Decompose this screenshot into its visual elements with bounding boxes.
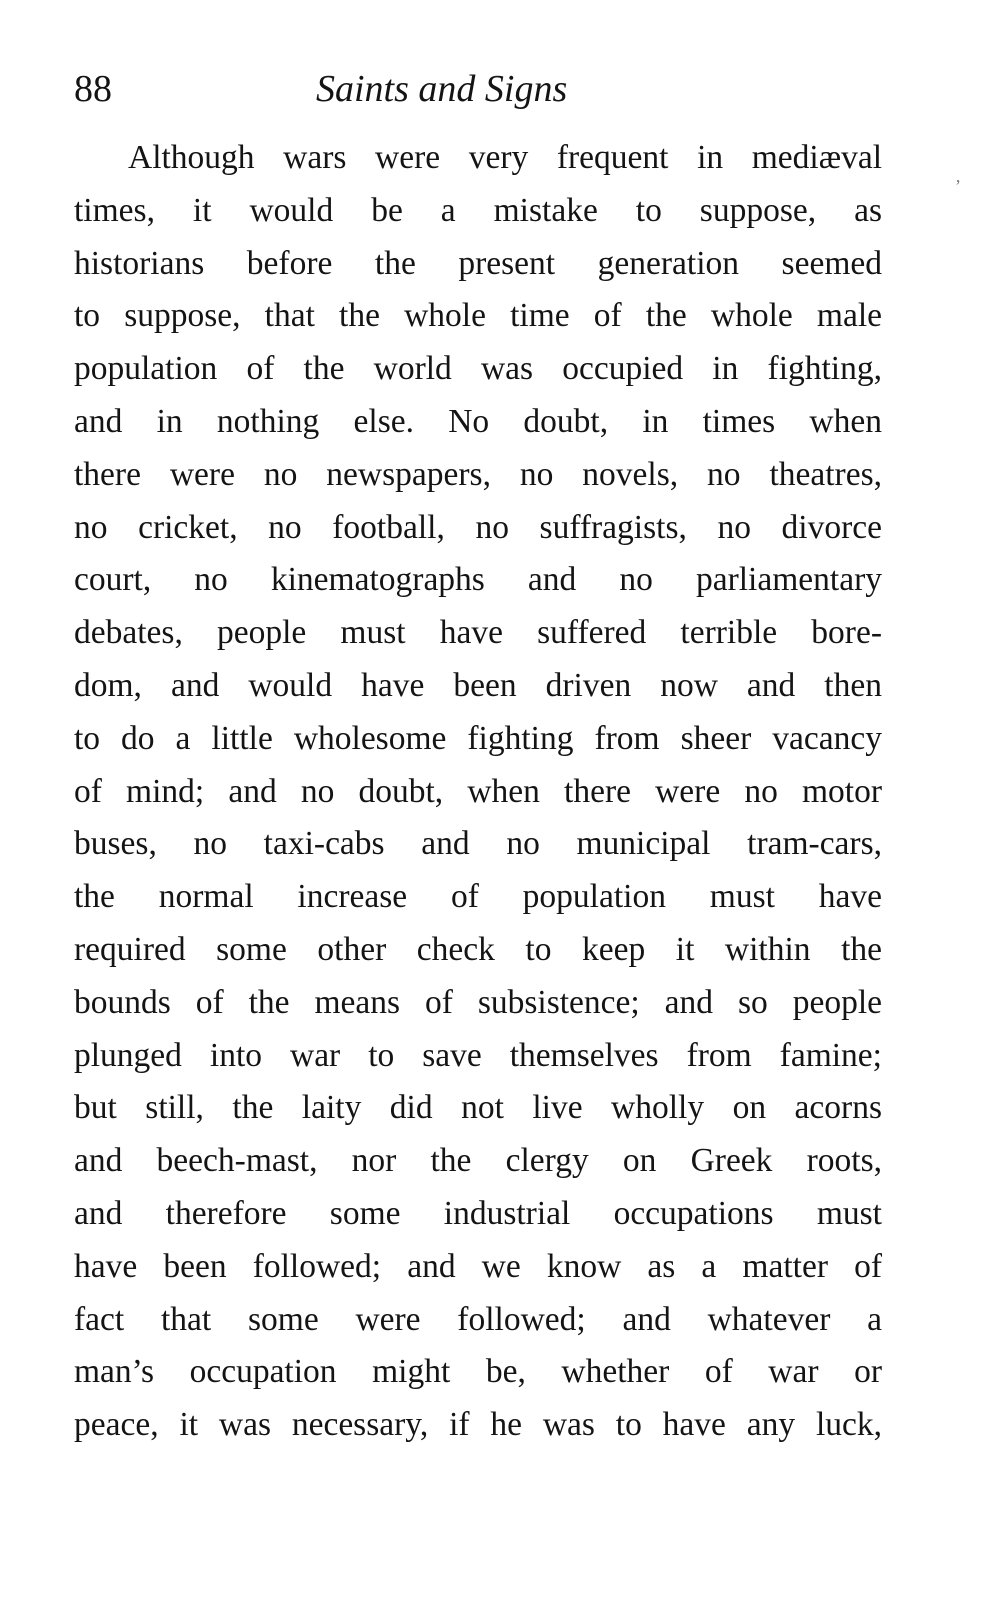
running-title: Saints and Signs [316, 68, 568, 110]
text-line: but still, the laity did not live wholly on acorns [74, 1089, 882, 1127]
margin-mark: ’ [955, 176, 961, 196]
text-line: dom, and would have been driven now and then [74, 666, 882, 704]
text-line: and therefore some industrial occupations must [74, 1194, 882, 1232]
text-line: of mind; and no doubt, when there were no motor [74, 772, 882, 810]
text-line: man’s occupation might be, whether of war or [74, 1353, 882, 1391]
text-line: required some other check to keep it within the [74, 930, 882, 968]
text-line: Although wars were very frequent in mediæval [128, 139, 882, 176]
text-line: court, no kinematographs and no parliamentary [74, 561, 882, 599]
text-line: debates, people must have suffered terrible bore- [74, 614, 882, 652]
text-line: times, it would be a mistake to suppose, as [74, 191, 882, 229]
page-header [74, 62, 882, 116]
body-text [74, 132, 882, 1452]
text-line: plunged into war to save themselves from famine; [74, 1036, 882, 1074]
text-line: no cricket, no football, no suffragists, no divorce [74, 508, 882, 546]
text-line: there were no newspapers, no novels, no theatres, [74, 455, 882, 493]
text-line: and in nothing else. No doubt, in times when [74, 402, 882, 440]
text-line: have been followed; and we know as a matter of [74, 1247, 882, 1285]
text-line: and beech-mast, nor the clergy on Greek roots, [74, 1142, 882, 1180]
page-number: 88 [74, 68, 112, 110]
text-line: to do a little wholesome fighting from sheer vacancy [74, 719, 882, 757]
text-line: the normal increase of population must have [74, 878, 882, 916]
text-line: bounds of the means of subsistence; and so people [74, 983, 882, 1021]
text-line: peace, it was necessary, if he was to have any luck, [74, 1406, 882, 1444]
text-line: population of the world was occupied in fighting, [74, 350, 882, 388]
text-line: buses, no taxi-cabs and no municipal tram-cars, [74, 825, 882, 863]
text-line: fact that some were followed; and whatever a [74, 1300, 882, 1338]
text-line: to suppose, that the whole time of the whole male [74, 297, 882, 335]
text-line: historians before the present generation seemed [74, 244, 882, 282]
